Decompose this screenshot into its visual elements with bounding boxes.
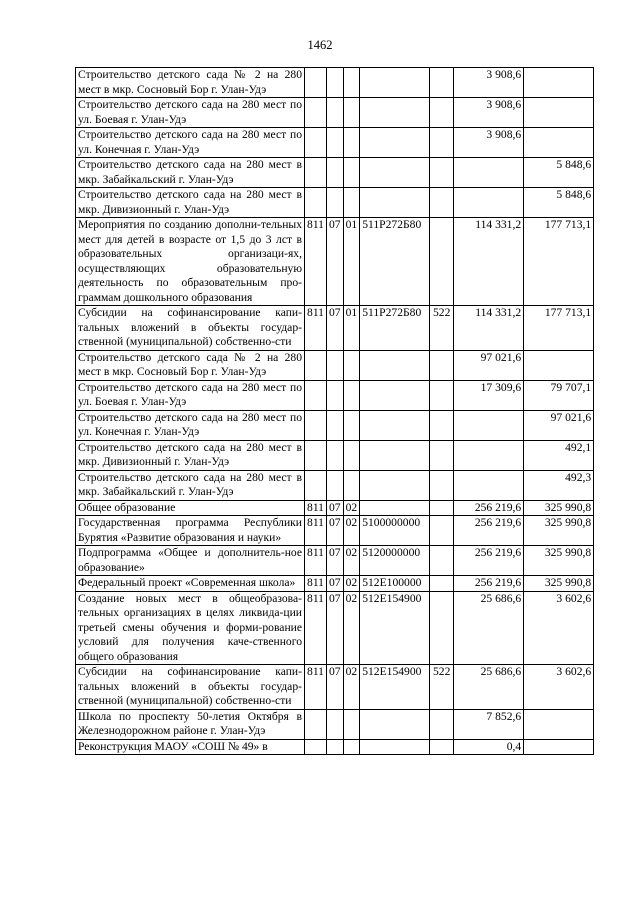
page-number: 1462 — [307, 38, 333, 52]
table-row — [76, 546, 594, 576]
row-name: Подпрограмма «Общее и дополнитель-ное образование» — [76, 546, 305, 576]
amount-year-2 — [524, 739, 594, 755]
table-row — [76, 306, 594, 351]
subsection-code — [343, 350, 360, 380]
table-row — [76, 128, 594, 158]
expense-type-code — [430, 440, 454, 470]
dept-code: 811 — [305, 500, 327, 516]
dept-code — [305, 350, 327, 380]
target-article-code — [360, 98, 430, 128]
amount-year-2: 177 713,1 — [524, 218, 594, 306]
target-article-code — [360, 739, 430, 755]
section-code — [327, 98, 344, 128]
subsection-code — [343, 739, 360, 755]
amount-year-1: 25 686,6 — [454, 591, 524, 665]
subsection-code: 01 — [343, 218, 360, 306]
expense-type-code: 522 — [430, 306, 454, 351]
section-code: 07 — [327, 665, 344, 710]
row-name: Общее образование — [76, 500, 305, 516]
expense-type-code — [430, 68, 454, 98]
section-code: 07 — [327, 576, 344, 592]
table-row — [76, 576, 594, 592]
subsection-code — [343, 158, 360, 188]
table-row — [76, 470, 594, 500]
row-name: Строительство детского сада на 280 мест по ул. Боевая г. Улан-Удэ — [76, 380, 305, 410]
dept-code: 811 — [305, 576, 327, 592]
dept-code: 811 — [305, 665, 327, 710]
subsection-code — [343, 380, 360, 410]
amount-year-2: 325 990,8 — [524, 516, 594, 546]
row-name: Федеральный проект «Современная школа» — [76, 576, 305, 592]
amount-year-1 — [454, 440, 524, 470]
expense-type-code — [430, 546, 454, 576]
dept-code — [305, 188, 327, 218]
row-name: Государственная программа Республики Бурятия «Развитие образования и науки» — [76, 516, 305, 546]
expense-type-code — [430, 128, 454, 158]
row-name: Субсидии на софинансирование капи-тальных вложений в объекты государ-ственной (муниципальной) собственно-сти — [76, 306, 305, 351]
table-row — [76, 158, 594, 188]
target-article-code: 512Е154900 — [360, 665, 430, 710]
amount-year-1: 256 219,6 — [454, 500, 524, 516]
section-code: 07 — [327, 516, 344, 546]
target-article-code — [360, 440, 430, 470]
amount-year-2: 79 707,1 — [524, 380, 594, 410]
target-article-code — [360, 470, 430, 500]
row-name: Строительство детского сада на 280 мест по ул. Конечная г. Улан-Удэ — [76, 410, 305, 440]
section-code — [327, 410, 344, 440]
row-name: Строительство детского сада на 280 мест в мкр. Дивизионный г. Улан-Удэ — [76, 188, 305, 218]
subsection-code: 02 — [343, 546, 360, 576]
table-row — [76, 440, 594, 470]
table-row — [76, 380, 594, 410]
expense-type-code — [430, 410, 454, 440]
row-name: Строительство детского сада на 280 мест в мкр. Дивизионный г. Улан-Удэ — [76, 440, 305, 470]
section-code — [327, 380, 344, 410]
expense-type-code — [430, 158, 454, 188]
table-row — [76, 350, 594, 380]
table-row — [76, 709, 594, 739]
row-name: Строительство детского сада на 280 мест по ул. Боевая г. Улан-Удэ — [76, 98, 305, 128]
amount-year-1 — [454, 158, 524, 188]
row-name: Создание новых мест в общеобразова-тельных организациях в целях ликвида-ции третьей смены обучения и форми-рование условий для получения каче-ственного общего образования — [76, 591, 305, 665]
dept-code — [305, 440, 327, 470]
dept-code — [305, 709, 327, 739]
amount-year-2: 97 021,6 — [524, 410, 594, 440]
row-name: Строительство детского сада на 280 мест по ул. Конечная г. Улан-Удэ — [76, 128, 305, 158]
dept-code — [305, 98, 327, 128]
section-code — [327, 158, 344, 188]
row-name: Школа по проспекту 50-летия Октября в Железнодорожном районе г. Улан-Удэ — [76, 709, 305, 739]
subsection-code — [343, 410, 360, 440]
row-name: Строительство детского сада на 280 мест в мкр. Забайкальский г. Улан-Удэ — [76, 158, 305, 188]
dept-code: 811 — [305, 546, 327, 576]
table-row — [76, 516, 594, 546]
amount-year-2: 3 602,6 — [524, 591, 594, 665]
amount-year-2: 492,1 — [524, 440, 594, 470]
amount-year-1 — [454, 470, 524, 500]
subsection-code — [343, 68, 360, 98]
amount-year-2: 325 990,8 — [524, 576, 594, 592]
amount-year-2: 177 713,1 — [524, 306, 594, 351]
target-article-code: 511Р272Б80 — [360, 218, 430, 306]
target-article-code: 5120000000 — [360, 546, 430, 576]
subsection-code: 02 — [343, 665, 360, 710]
dept-code — [305, 128, 327, 158]
amount-year-2: 5 848,6 — [524, 188, 594, 218]
expense-type-code — [430, 739, 454, 755]
section-code — [327, 470, 344, 500]
amount-year-1: 256 219,6 — [454, 576, 524, 592]
target-article-code — [360, 158, 430, 188]
budget-table — [75, 67, 594, 755]
dept-code: 811 — [305, 306, 327, 351]
amount-year-1: 256 219,6 — [454, 516, 524, 546]
target-article-code — [360, 68, 430, 98]
amount-year-1: 114 331,2 — [454, 218, 524, 306]
subsection-code — [343, 98, 360, 128]
subsection-code: 02 — [343, 516, 360, 546]
amount-year-1 — [454, 410, 524, 440]
target-article-code — [360, 500, 430, 516]
target-article-code — [360, 128, 430, 158]
table-row — [76, 218, 594, 306]
table-row — [76, 500, 594, 516]
subsection-code — [343, 709, 360, 739]
expense-type-code — [430, 470, 454, 500]
amount-year-2 — [524, 709, 594, 739]
amount-year-1: 3 908,6 — [454, 68, 524, 98]
amount-year-2 — [524, 68, 594, 98]
section-code — [327, 188, 344, 218]
section-code — [327, 128, 344, 158]
section-code: 07 — [327, 218, 344, 306]
expense-type-code: 522 — [430, 665, 454, 710]
subsection-code — [343, 440, 360, 470]
amount-year-2: 325 990,8 — [524, 500, 594, 516]
table-row — [76, 98, 594, 128]
row-name: Строительство детского сада на 280 мест в мкр. Забайкальский г. Улан-Удэ — [76, 470, 305, 500]
amount-year-1: 3 908,6 — [454, 98, 524, 128]
subsection-code: 02 — [343, 500, 360, 516]
row-name: Строительство детского сада № 2 на 280 мест в мкр. Сосновый Бор г. Улан-Удэ — [76, 350, 305, 380]
dept-code: 811 — [305, 516, 327, 546]
dept-code: 811 — [305, 591, 327, 665]
target-article-code — [360, 188, 430, 218]
target-article-code: 512Е100000 — [360, 576, 430, 592]
target-article-code — [360, 709, 430, 739]
section-code — [327, 709, 344, 739]
amount-year-1: 25 686,6 — [454, 665, 524, 710]
target-article-code — [360, 380, 430, 410]
expense-type-code — [430, 380, 454, 410]
table-row — [76, 591, 594, 665]
expense-type-code — [430, 591, 454, 665]
section-code: 07 — [327, 546, 344, 576]
amount-year-1: 114 331,2 — [454, 306, 524, 351]
expense-type-code — [430, 350, 454, 380]
section-code — [327, 68, 344, 98]
target-article-code: 512Е154900 — [360, 591, 430, 665]
section-code — [327, 350, 344, 380]
amount-year-1: 256 219,6 — [454, 546, 524, 576]
table-row — [76, 68, 594, 98]
row-name: Строительство детского сада № 2 на 280 мест в мкр. Сосновый Бор г. Улан-Удэ — [76, 68, 305, 98]
row-name: Реконструкция МАОУ «СОШ № 49» в — [76, 739, 305, 755]
expense-type-code — [430, 576, 454, 592]
amount-year-2 — [524, 98, 594, 128]
expense-type-code — [430, 218, 454, 306]
dept-code — [305, 158, 327, 188]
section-code: 07 — [327, 591, 344, 665]
section-code — [327, 440, 344, 470]
row-name: Субсидии на софинансирование капи-тальных вложений в объекты государ-ственной (муниципальной) собственно-сти — [76, 665, 305, 710]
subsection-code: 01 — [343, 306, 360, 351]
amount-year-2: 5 848,6 — [524, 158, 594, 188]
dept-code — [305, 380, 327, 410]
target-article-code — [360, 410, 430, 440]
row-name: Мероприятия по созданию дополни-тельных мест для детей в возрасте от 1,5 до 3 лст в образовательных организаци-ях, осуществляющих образовательную деятельность по образовательным про-граммам дошкольного образования — [76, 218, 305, 306]
amount-year-1: 17 309,6 — [454, 380, 524, 410]
subsection-code — [343, 470, 360, 500]
expense-type-code — [430, 709, 454, 739]
amount-year-2: 492,3 — [524, 470, 594, 500]
target-article-code — [360, 350, 430, 380]
table-row — [76, 410, 594, 440]
subsection-code: 02 — [343, 591, 360, 665]
amount-year-2: 3 602,6 — [524, 665, 594, 710]
amount-year-1 — [454, 188, 524, 218]
table-row — [76, 188, 594, 218]
table-row — [76, 739, 594, 755]
expense-type-code — [430, 188, 454, 218]
amount-year-2 — [524, 128, 594, 158]
section-code: 07 — [327, 500, 344, 516]
expense-type-code — [430, 500, 454, 516]
amount-year-2: 325 990,8 — [524, 546, 594, 576]
section-code: 07 — [327, 306, 344, 351]
dept-code — [305, 68, 327, 98]
table-row — [76, 665, 594, 710]
amount-year-1: 7 852,6 — [454, 709, 524, 739]
target-article-code: 511Р272Б80 — [360, 306, 430, 351]
section-code — [327, 739, 344, 755]
target-article-code: 5100000000 — [360, 516, 430, 546]
dept-code: 811 — [305, 218, 327, 306]
amount-year-1: 97 021,6 — [454, 350, 524, 380]
amount-year-1: 0,4 — [454, 739, 524, 755]
dept-code — [305, 470, 327, 500]
dept-code — [305, 410, 327, 440]
subsection-code — [343, 128, 360, 158]
amount-year-1: 3 908,6 — [454, 128, 524, 158]
expense-type-code — [430, 516, 454, 546]
dept-code — [305, 739, 327, 755]
expense-type-code — [430, 98, 454, 128]
subsection-code: 02 — [343, 576, 360, 592]
subsection-code — [343, 188, 360, 218]
amount-year-2 — [524, 350, 594, 380]
